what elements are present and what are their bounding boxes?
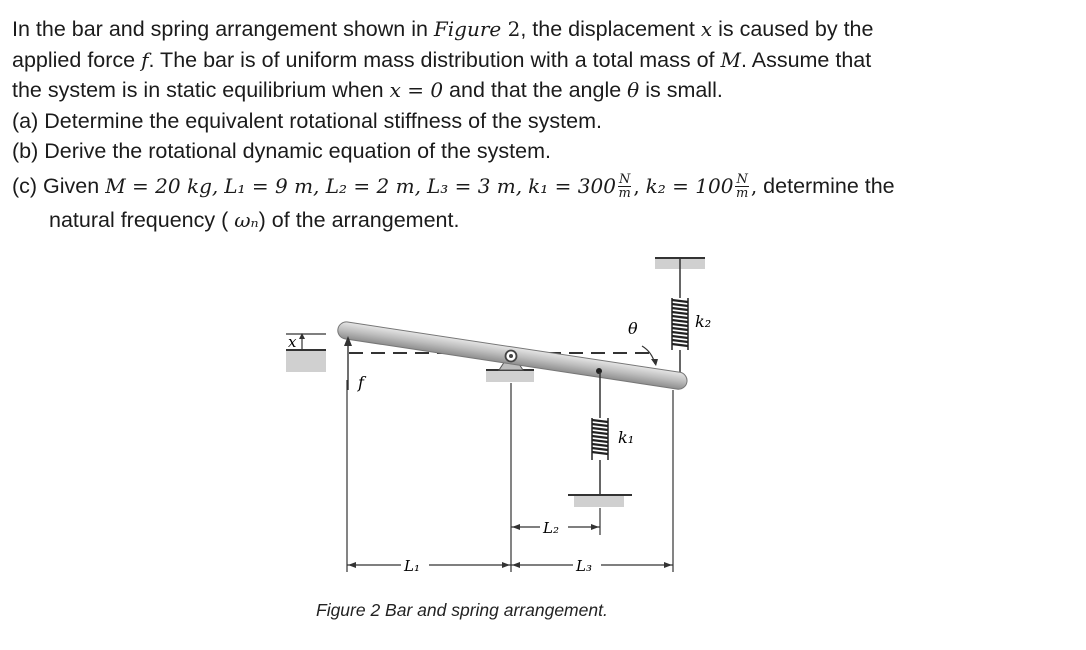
equation-x-zero: x = 0: [389, 78, 444, 102]
k1-attach-point: [596, 368, 602, 374]
label-L3: L₃: [576, 557, 592, 575]
text-run: is caused by the: [712, 17, 874, 41]
given-L3: L₃ = 3 m,: [426, 173, 523, 198]
text-run: determine the: [757, 173, 895, 198]
unit-numerator: N: [618, 172, 631, 188]
label-k1: k₁: [618, 428, 635, 447]
given-k2: k₂ = 100: [645, 173, 734, 198]
part-a: (a) Determine the equivalent rotational stiffness of the system.: [12, 108, 602, 133]
given-mass: M = 20 kg,: [105, 173, 219, 198]
dim-L1-arrow-left: [348, 562, 356, 568]
pivot-pin-center: [509, 354, 513, 358]
given-L1-L2: L₁ = 9 m, L₂ = 2 m,: [224, 173, 421, 198]
text-run: . Assume that: [740, 47, 872, 72]
label-x: x: [288, 333, 297, 351]
given-k1: k₁ = 300: [528, 173, 616, 198]
var-theta: θ: [627, 78, 640, 102]
part-b: (b) Derive the rotational dynamic equation of the system.: [12, 139, 551, 163]
label-theta: θ: [628, 319, 638, 338]
text-run: , the displacement: [520, 17, 701, 41]
unit-denominator: m: [618, 186, 631, 202]
dim-L2-arrow-left: [512, 524, 520, 530]
dim-L3-arrow-right: [664, 562, 672, 568]
text-run: applied force: [12, 47, 142, 72]
unit-denominator: m: [735, 186, 749, 202]
pivot-ground: [486, 370, 534, 382]
var-f: f: [141, 47, 149, 72]
text-run: the system is in static equilibrium when: [12, 78, 390, 102]
text-run: and that the angle: [443, 78, 628, 102]
text-run: is small.: [639, 78, 723, 102]
spring-k2: [672, 298, 688, 350]
var-x: x: [700, 17, 713, 41]
label-L1: L₁: [404, 557, 420, 575]
label-L2: L₂: [543, 519, 559, 537]
label-f: f: [358, 373, 364, 392]
comma: ,: [633, 173, 640, 198]
unit-numerator: N: [736, 172, 748, 188]
figure-caption: Figure 2 Bar and spring arrangement.: [316, 600, 608, 620]
var-omega-n: ωₙ: [234, 207, 259, 232]
part-c-label: (c) Given: [12, 173, 106, 198]
theta-arrowhead: [651, 359, 658, 366]
left-ground-block: [286, 350, 326, 372]
text-run: natural frequency (: [49, 207, 235, 232]
dim-L1-arrow-right: [502, 562, 510, 568]
comma: ,: [750, 173, 758, 198]
text-run: In the bar and spring arrangement shown in: [12, 17, 434, 41]
text-run: ) of the arrangement.: [258, 207, 460, 232]
figure-number: 2: [501, 17, 521, 41]
figure-ref: Figure: [433, 17, 502, 41]
spring-k1: [592, 418, 608, 460]
dim-L3-arrow-left: [512, 562, 520, 568]
text-run: . The bar is of uniform mass distribution with a total mass of: [148, 47, 721, 72]
k1-ground-block: [574, 495, 624, 507]
var-M: M: [720, 47, 741, 72]
dim-L2-arrow-right: [591, 524, 599, 530]
label-k2: k₂: [695, 312, 712, 331]
